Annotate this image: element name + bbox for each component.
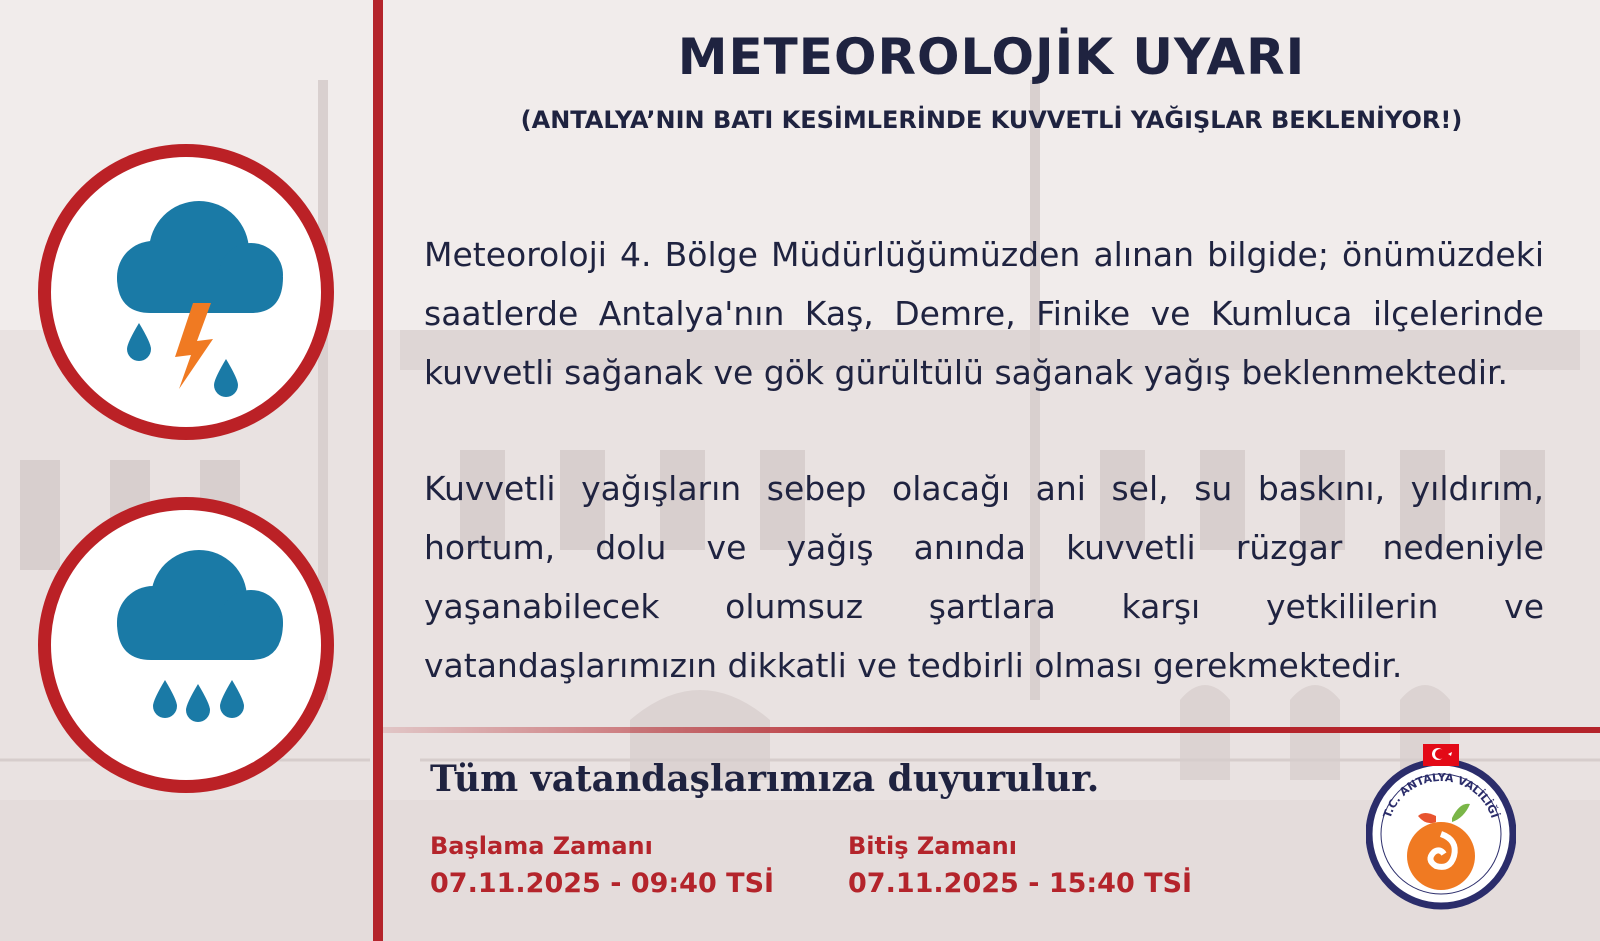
start-time-value: 07.11.2025 - 09:40 TSİ	[430, 868, 775, 899]
announcement-text: Tüm vatandaşlarımıza duyurulur.	[430, 758, 1100, 800]
antalya-governorship-logo	[1366, 744, 1516, 928]
svg-text:T.C. ANTALYA VALİLİĞİ: T.C. ANTALYA VALİLİĞİ	[1380, 770, 1502, 820]
page-subtitle: (ANTALYA’NIN BATI KESİMLERİNDE KUVVETLİ YAĞIŞLAR BEKLENİYOR!)	[520, 106, 1463, 134]
page-title: METEOROLOJİK UYARI	[677, 28, 1306, 86]
end-time-label: Bitiş Zamanı	[848, 832, 1017, 860]
rain-icon	[38, 497, 334, 793]
thunderstorm-icon	[38, 144, 334, 440]
warning-paragraph-1: Meteoroloji 4. Bölge Müdürlüğümüzden alınan bilgide; önümüzdeki saatlerde Antalya'nın Kaş, Demre, Finike ve Kumluca ilçelerinde kuvvetli sağanak ve gök gürültülü sağanak yağış beklenmektedir.	[424, 235, 1544, 392]
start-time-label: Başlama Zamanı	[430, 832, 653, 860]
horizontal-divider	[383, 727, 1600, 733]
vertical-divider	[373, 0, 383, 941]
end-time-value: 07.11.2025 - 15:40 TSİ	[848, 868, 1193, 899]
warning-paragraph-2: Kuvvetli yağışların sebep olacağı ani sel, su baskını, yıldırım, hortum, dolu ve yağış anında kuvvetli rüzgar nedeniyle yaşanabilecek olumsuz şartlara karşı yetkililerin ve vatandaşlarımızın dikkatli ve tedbirli olması gerekmektedir.	[424, 469, 1544, 685]
